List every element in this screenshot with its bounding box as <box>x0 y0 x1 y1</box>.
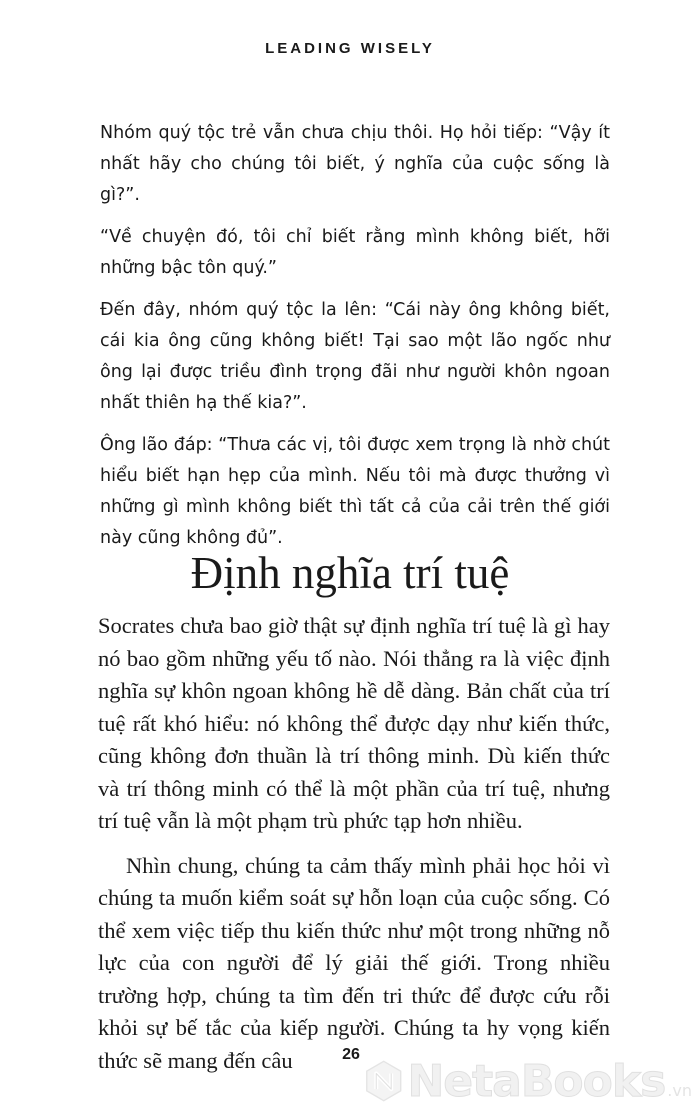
body-paragraph: Nhìn chung, chúng ta cảm thấy mình phải học hỏi vì chúng ta muốn kiểm soát sự hỗn loạn của cuộc sống. Có thể xem việc tiếp thu kiến thức như một trong những nỗ lực của con người để lý giải thế giới. Trong nhiều trường hợp, chúng ta tìm đến tri thức để được cứu rỗi khỏi sự bế tắc của kiếp người. Chúng ta hy vọng kiến thức sẽ mang đến câu <box>98 852 610 1073</box>
quote-paragraph: “Về chuyện đó, tôi chỉ biết rằng mình không biết, hỡi những bậc tôn quý.” <box>100 227 610 278</box>
page-number: 26 <box>342 1046 360 1063</box>
watermark <box>362 1046 692 1116</box>
quote-paragraph: Đến đây, nhóm quý tộc la lên: “Cái này ông không biết, cái kia ông cũng không biết! Tại sao một lão ngốc như ông lại được triều đình trọng đãi như người khôn ngoan nhất thiên hạ thế kia?”. <box>100 300 610 413</box>
body-text <box>98 610 610 1089</box>
section-title: Định nghĩa trí tuệ <box>190 548 510 598</box>
netabooks-logo-icon <box>362 1049 405 1113</box>
body-paragraph: Socrates chưa bao giờ thật sự định nghĩa trí tuệ là gì hay nó bao gồm những yếu tố nào. Nói thẳng ra là việc định nghĩa sự khôn ngoan không hề dễ dàng. Bản chất của trí tuệ rất khó hiểu: nó không thể được dạy như kiến thức, cũng không đơn thuần là trí thông minh. Dù kiến thức và trí thông minh có thể là một phần của trí tuệ, nhưng trí tuệ vẫn là một phạm trù phức tạp hơn nhiều. <box>98 613 610 833</box>
watermark-suffix: .vn <box>667 1080 692 1100</box>
quote-block <box>100 118 610 565</box>
quote-paragraph: Ông lão đáp: “Thưa các vị, tôi được xem trọng là nhờ chút hiểu biết hạn hẹp của mình. Nếu tôi mà được thưởng vì những gì mình không biết thì tất cả của cải trên thế giới này cũng không đủ”. <box>100 435 610 548</box>
quote-paragraph: Nhóm quý tộc trẻ vẫn chưa chịu thôi. Họ hỏi tiếp: “Vậy ít nhất hãy cho chúng tôi biết, ý nghĩa của cuộc sống là gì?”. <box>100 123 610 205</box>
watermark-brand: NetaBooks <box>407 1055 666 1107</box>
running-header: LEADING WISELY <box>265 40 435 57</box>
